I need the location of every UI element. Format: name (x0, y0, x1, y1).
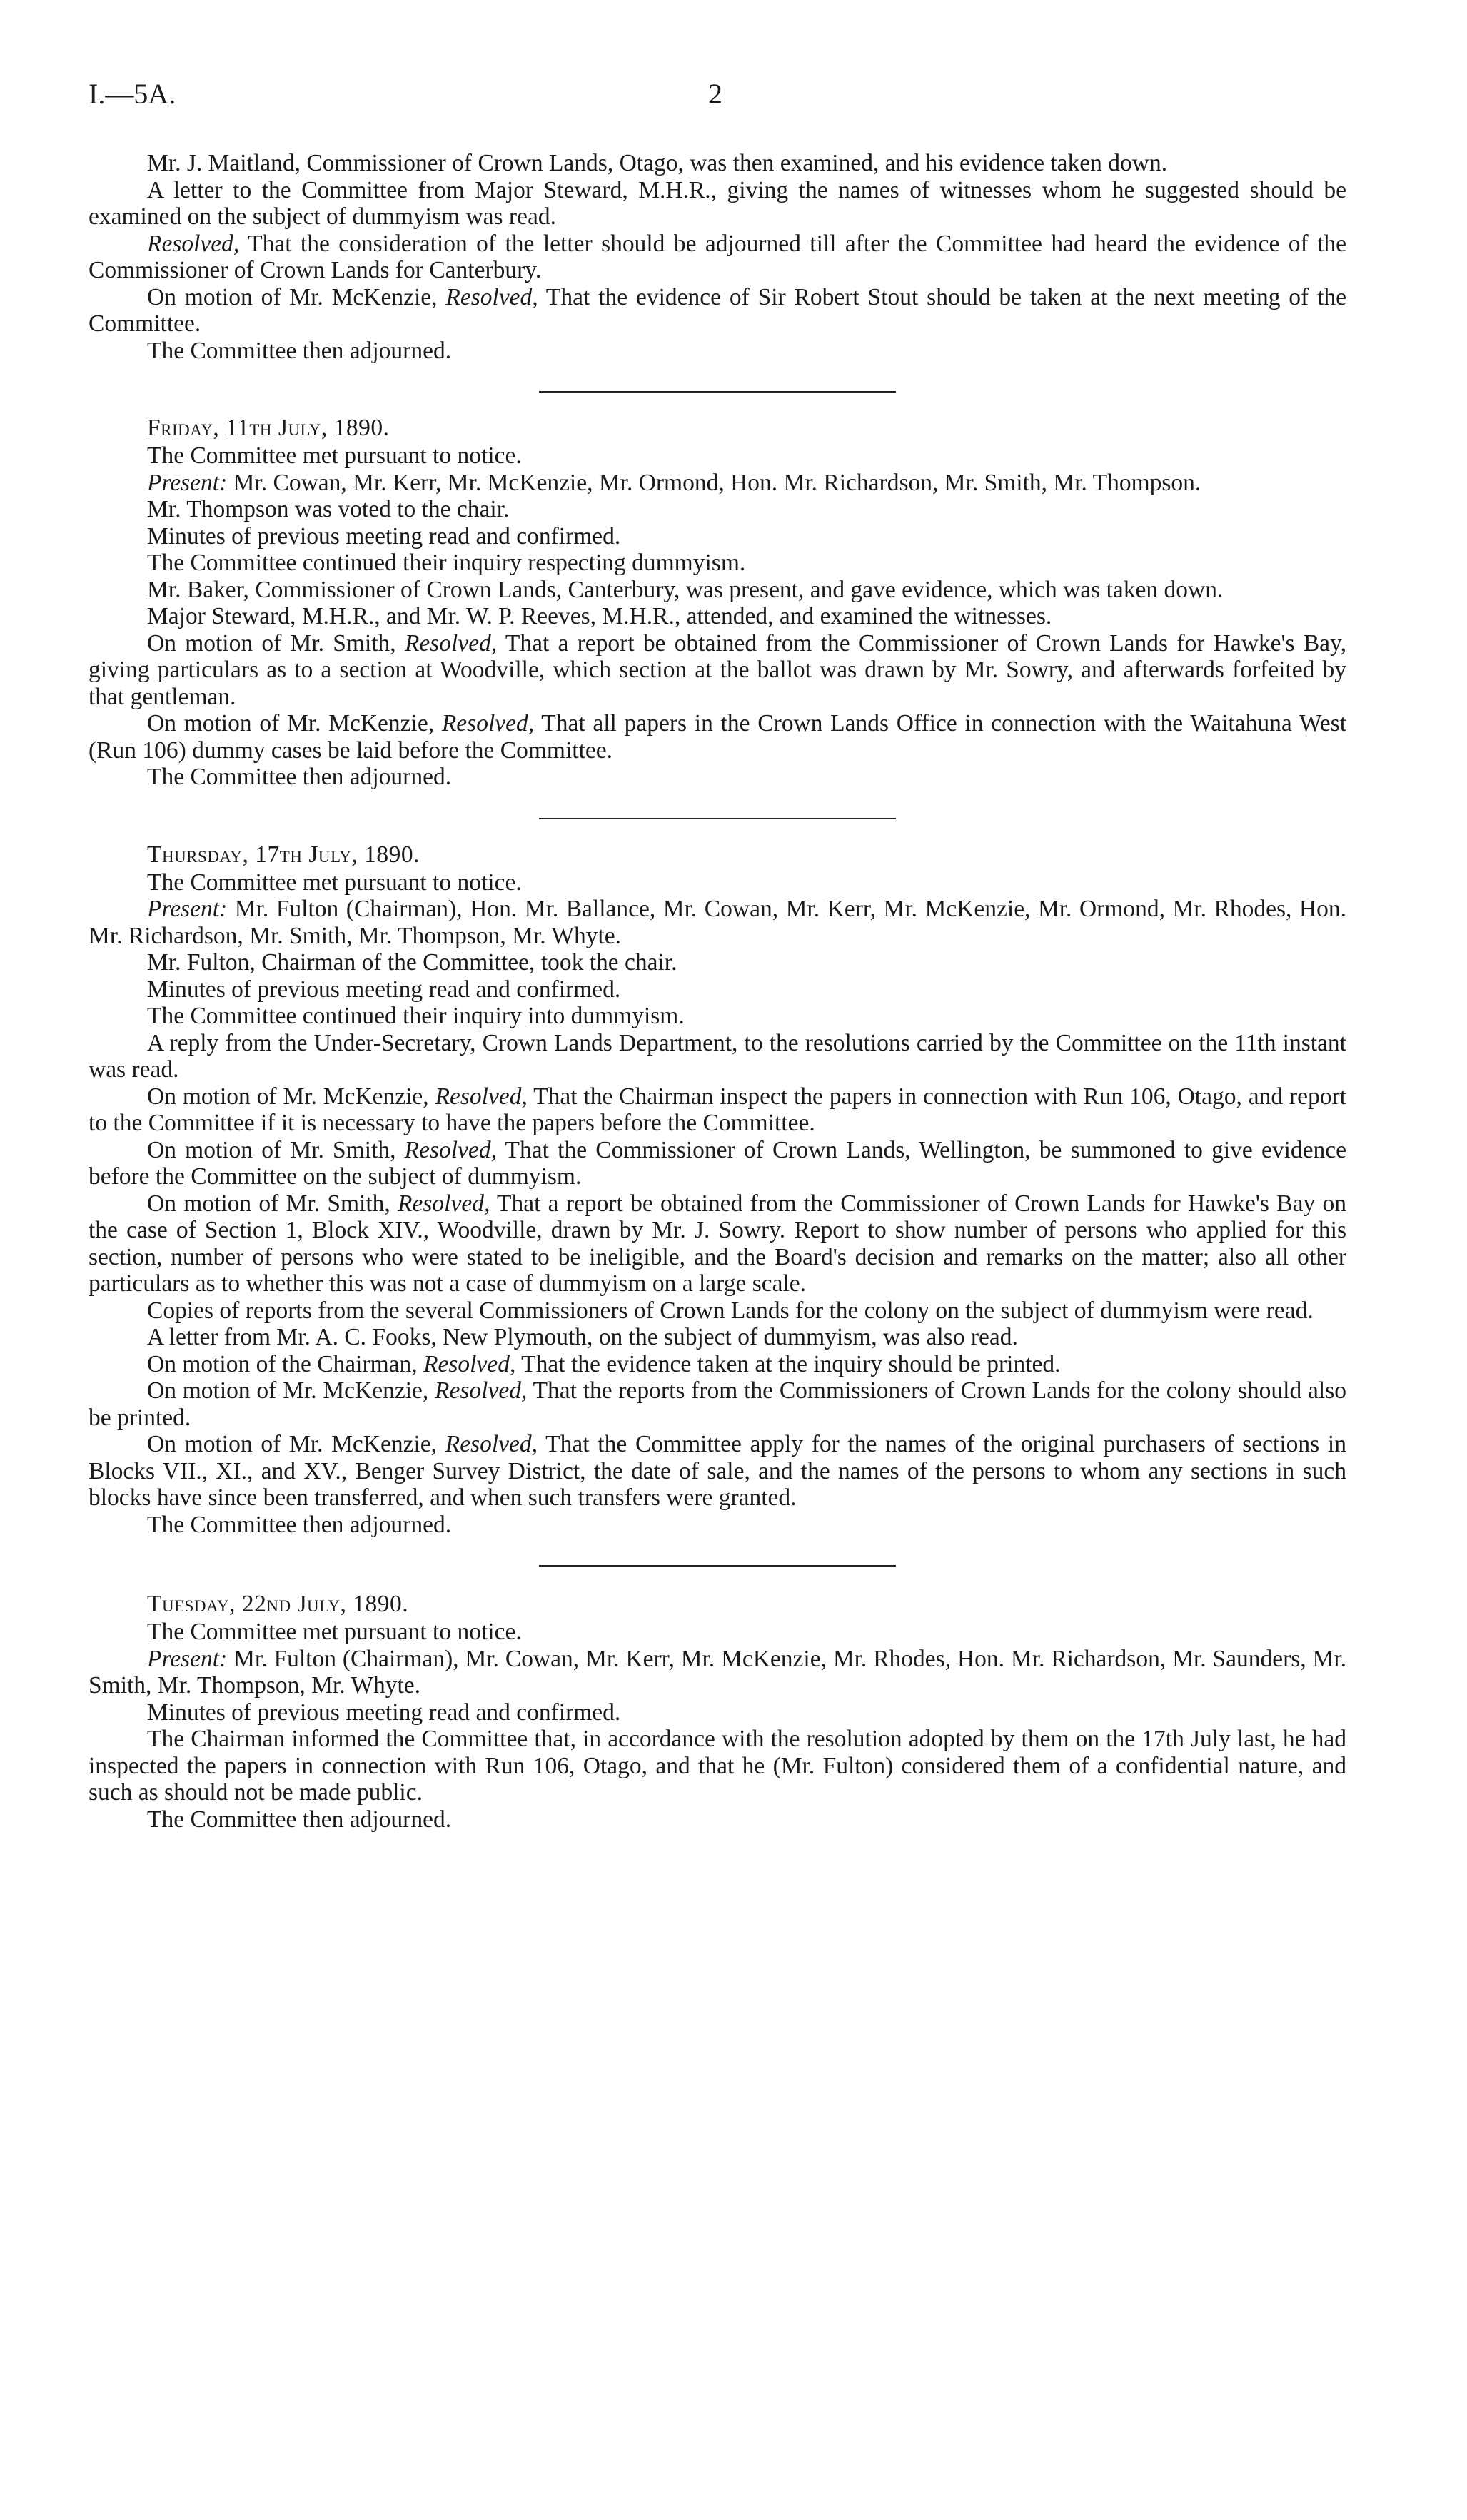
paragraph: On motion of Mr. McKenzie, Resolved, That the Committee apply for the names of the original purchasers of sections in Blocks VII., XI., and XV., Benger Survey District, the date of sale, and the names of the persons to whom any sections in such blocks have since been transferred, and when such transfers were granted. (89, 1431, 1346, 1511)
resolved-word: Resolved, (445, 283, 538, 310)
paragraph: Mr. Fulton, Chairman of the Committee, took the chair. (147, 949, 677, 976)
paragraph: The Committee continued their inquiry into dummyism. (147, 1003, 685, 1029)
paragraph: The Committee met pursuant to notice. (147, 442, 522, 469)
section-reference: I.—5A. (89, 78, 176, 110)
meeting-friday-11-july (89, 414, 1346, 791)
meeting-date-heading: Thursday, 17th July, 1890. (147, 841, 420, 868)
present-list: Present: Mr. Cowan, Mr. Kerr, Mr. McKenzie, Mr. Ormond, Hon. Mr. Richardson, Mr. Smith, Mr. Thompson. (147, 469, 1201, 496)
paragraph: The Committee met pursuant to notice. (147, 869, 522, 896)
paragraph: Minutes of previous meeting read and confirmed. (147, 522, 621, 550)
paragraph: On motion of Mr. McKenzie, Resolved, That the evidence of Sir Robert Stout should be taken at the next meeting of the Committee. (89, 283, 1346, 337)
minutes-body (89, 150, 1346, 1833)
paragraph: Resolved, That the consideration of the letter should be adjourned till after the Committee had heard the evidence of the Commissioner of Crown Lands for Canterbury. (89, 230, 1346, 283)
paragraph: Mr. J. Maitland, Commissioner of Crown Lands, Otago, was then examined, and his evidence taken down. (147, 150, 1168, 176)
page-number: 2 (708, 78, 722, 110)
present-list: Present: Mr. Fulton (Chairman), Mr. Cowan, Mr. Kerr, Mr. McKenzie, Mr. Rhodes, Hon. Mr. Richardson, Mr. Saunders, Mr. Smith, Mr. Thompson, Mr. Whyte. (89, 1645, 1346, 1699)
meeting-date-heading: Friday, 11th July, 1890. (147, 415, 390, 441)
paragraph: On motion of Mr. Smith, Resolved, That a report be obtained from the Commissioner of Crown Lands for Hawke's Bay, giving particulars as to a section at Woodville, which section at the ballot was drawn by Mr. Sowry, and afterwards forfeited by that gentleman. (89, 629, 1346, 710)
meeting-tuesday-22-july (89, 1590, 1346, 1833)
present-list: Present: Mr. Fulton (Chairman), Hon. Mr. Ballance, Mr. Cowan, Mr. Kerr, Mr. McKenzie, Mr. Ormond, Mr. Rhodes, Hon. Mr. Richardson, Mr. Smith, Mr. Thompson, Mr. Whyte. (89, 896, 1346, 949)
paragraph: On motion of Mr. McKenzie, Resolved, That all papers in the Crown Lands Office in connection with the Waitahuna West (Run 106) dummy cases be laid before the Committee. (89, 710, 1346, 764)
paragraph: On motion of Mr. Smith, Resolved, That a report be obtained from the Commissioner of Crown Lands for Hawke's Bay on the case of Section 1, Block XIV., Woodville, drawn by Mr. J. Sowry. Report to show number of persons who applied for this section, number of persons who were stated to be ineligible, and the Board's decision and remarks on the matter; also all other particulars as to whether this was not a case of dummyism on a large scale. (89, 1190, 1346, 1297)
paragraph: Copies of reports from the several Commissioners of Crown Lands for the colony on the subject of dummyism were read. (147, 1297, 1314, 1324)
meeting-date-heading: Tuesday, 22nd July, 1890. (147, 1591, 409, 1617)
paragraph: The Committee continued their inquiry respecting dummyism. (147, 550, 746, 576)
running-head (89, 77, 1388, 120)
paragraph: Minutes of previous meeting read and confirmed. (147, 976, 621, 1003)
paragraph: The Chairman informed the Committee that, in accordance with the resolution adopted by them on the 17th July last, he had inspected the papers in connection with Run 106, Otago, and that he (Mr. Fulton) considered them of a confidential nature, and such as should not be made public. (89, 1726, 1346, 1806)
paragraph: Mr. Baker, Commissioner of Crown Lands, Canterbury, was present, and gave evidence, which was taken down. (147, 576, 1224, 603)
paragraph: The Committee met pursuant to notice. (147, 1619, 522, 1645)
paragraph: The Committee then adjourned. (147, 337, 452, 364)
paragraph: On motion of Mr. McKenzie, Resolved, That the reports from the Commissioners of Crown Lands for the colony should also be printed. (89, 1377, 1346, 1431)
paragraph: The Committee then adjourned. (147, 764, 452, 790)
meeting-thursday-17-july (89, 841, 1346, 1539)
paragraph: On motion of Mr. Smith, Resolved, That the Commissioner of Crown Lands, Wellington, be summoned to give evidence before the Committee on the subject of dummyism. (89, 1136, 1346, 1190)
paragraph: On motion of the Chairman, Resolved, That the evidence taken at the inquiry should be printed. (147, 1350, 1061, 1377)
resolved-word: Resolved, (147, 230, 240, 257)
paragraph: On motion of Mr. McKenzie, Resolved, That the Chairman inspect the papers in connection with Run 106, Otago, and report to the Committee if it is necessary to have the papers before the Committee. (89, 1083, 1346, 1136)
paragraph: The Committee then adjourned. (147, 1511, 452, 1538)
paragraph: A letter to the Committee from Major Steward, M.H.R., giving the names of witnesses whom he suggested should be examined on the subject of dummyism was read. (89, 176, 1346, 230)
paragraph: Mr. Thompson was voted to the chair. (147, 496, 510, 522)
paragraph: The Committee then adjourned. (147, 1806, 452, 1833)
paragraph: Major Steward, M.H.R., and Mr. W. P. Reeves, M.H.R., attended, and examined the witnesses. (147, 603, 1052, 629)
paragraph: Minutes of previous meeting read and confirmed. (147, 1699, 621, 1726)
paragraph: A reply from the Under-Secretary, Crown Lands Department, to the resolutions carried by the Committee on the 11th instant was read. (89, 1029, 1346, 1083)
paragraph: A letter from Mr. A. C. Fooks, New Plymouth, on the subject of dummyism, was also read. (147, 1324, 1018, 1350)
